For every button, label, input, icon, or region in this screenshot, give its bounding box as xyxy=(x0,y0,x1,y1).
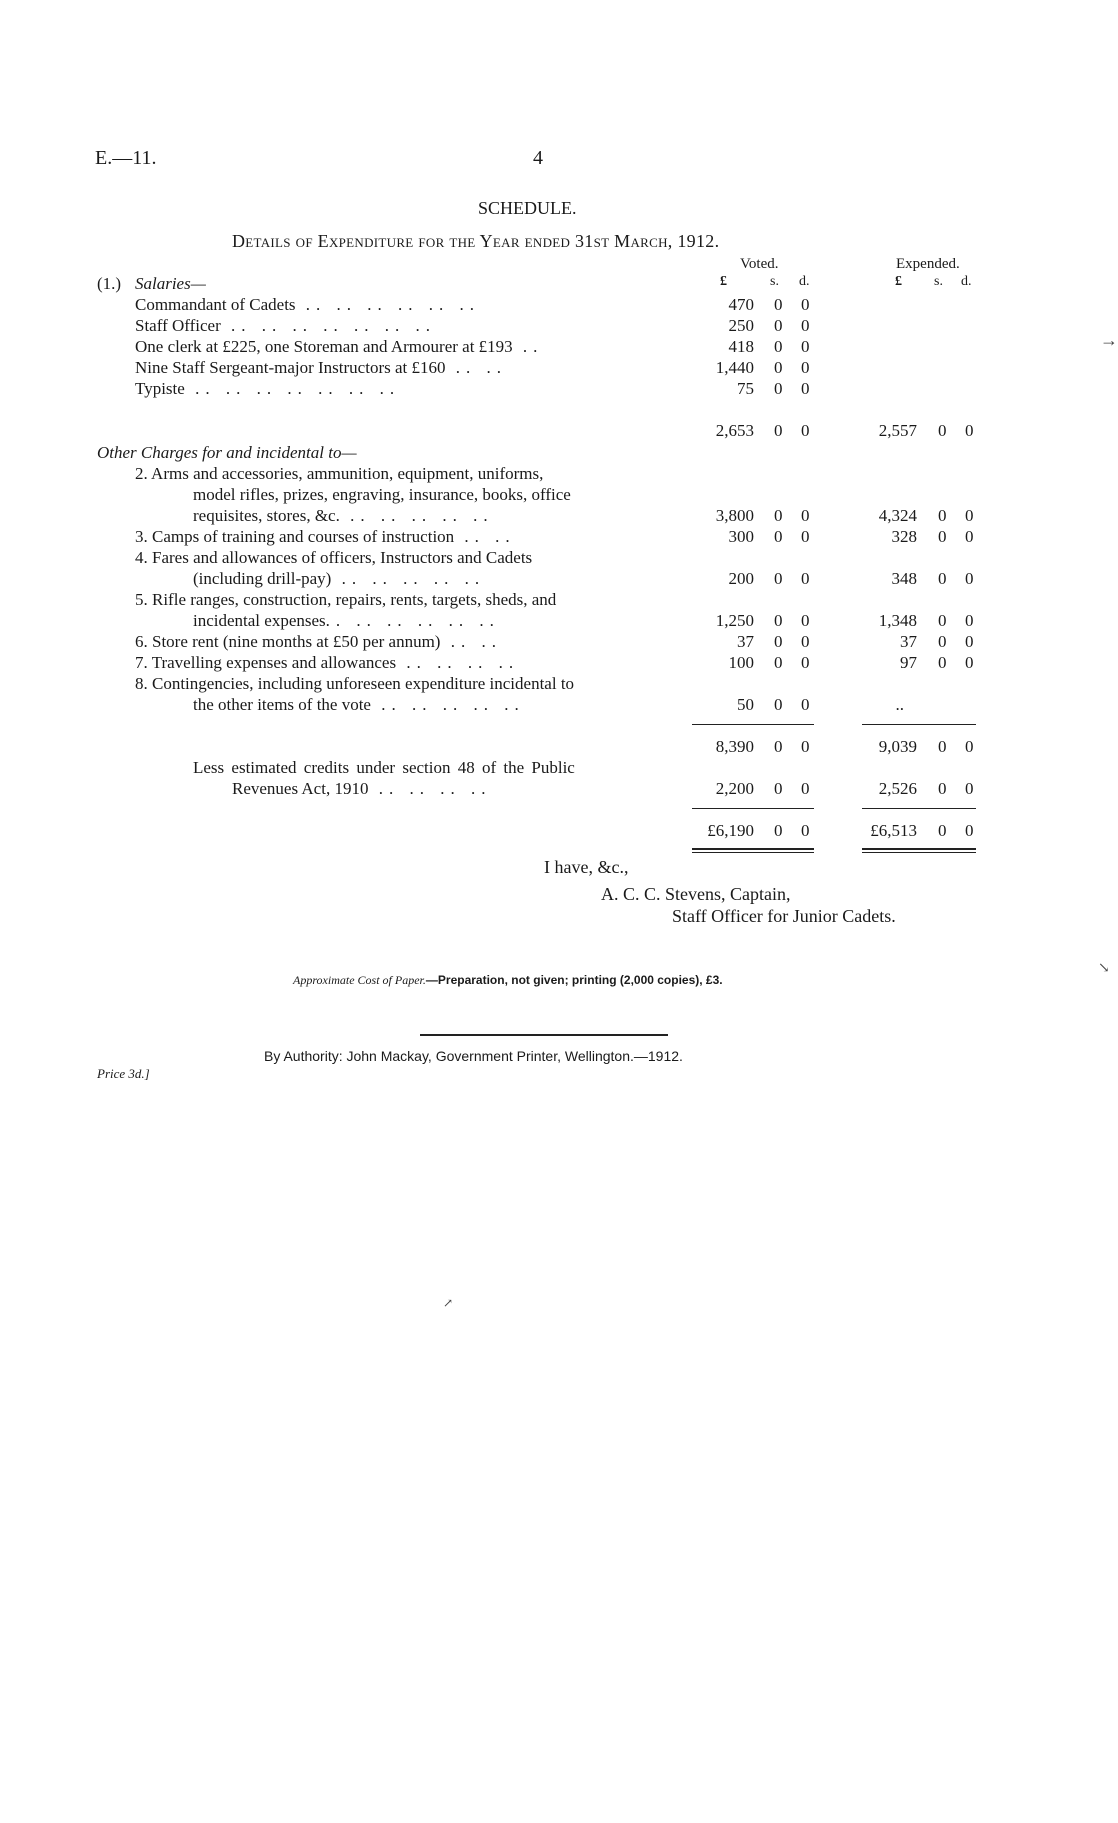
total-expended-s: 0 xyxy=(938,737,947,756)
net-double-rule-voted-1 xyxy=(692,848,814,850)
voted-pence: 0 xyxy=(801,653,810,672)
closing-salutation: I have, &c., xyxy=(544,857,629,877)
voted-amount: 37 xyxy=(737,632,754,651)
salaries-heading: Salaries— xyxy=(135,274,206,293)
voted-pence: 0 xyxy=(801,358,810,377)
expended-pound-header: £ xyxy=(895,274,902,289)
expended-shillings: 0 xyxy=(938,527,947,546)
schedule-subtitle: Details of Expenditure for the Year ended 31st March, 1912. xyxy=(232,231,720,251)
voted-pence: 0 xyxy=(801,695,810,714)
total-voted-s: 0 xyxy=(774,737,783,756)
voted-pence: 0 xyxy=(801,295,810,314)
salaries-subtotal-voted: 2,653 xyxy=(715,421,754,440)
credits-voted-s: 0 xyxy=(774,779,783,798)
list-item-continuation: requisites, stores, &c. .. .. .. .. .. xyxy=(193,506,494,525)
expended-pence: 0 xyxy=(965,569,974,588)
signatory-name: A. C. C. Stevens, Captain, xyxy=(601,884,791,904)
voted-amount: 3,800 xyxy=(715,506,754,525)
total-voted-d: 0 xyxy=(801,737,810,756)
expended-amount: 348 xyxy=(891,569,917,588)
total-rule-voted xyxy=(692,724,814,725)
voted-pence-header: d. xyxy=(799,274,810,289)
voted-shillings: 0 xyxy=(774,379,783,398)
voted-shillings: 0 xyxy=(774,337,783,356)
voted-shillings: 0 xyxy=(774,506,783,525)
voted-shillings: 0 xyxy=(774,632,783,651)
voted-shillings: 0 xyxy=(774,527,783,546)
expended-shillings: 0 xyxy=(938,569,947,588)
scan-mark: → xyxy=(1100,330,1118,350)
salaries-subtotal-voted-d: 0 xyxy=(801,421,810,440)
credits-expended-s: 0 xyxy=(938,779,947,798)
credits-label-continuation: Revenues Act, 1910 .. .. .. .. xyxy=(232,779,492,798)
voted-amount: 250 xyxy=(728,316,754,335)
voted-amount: 75 xyxy=(737,379,754,398)
net-expended: £6,513 xyxy=(870,821,917,840)
voted-shillings: 0 xyxy=(774,611,783,630)
voted-shilling-header: s. xyxy=(770,274,779,289)
expended-shillings: 0 xyxy=(938,611,947,630)
voted-amount: 1,250 xyxy=(715,611,754,630)
salaries-subtotal-expended: 2,557 xyxy=(878,421,917,440)
list-item: Commandant of Cadets .. .. .. .. .. .. xyxy=(135,295,481,314)
list-item-continuation: the other items of the vote .. .. .. .. .. xyxy=(193,695,525,714)
section-marker: (1.) xyxy=(97,274,122,293)
salaries-subtotal-expended-d: 0 xyxy=(965,421,974,440)
item-label: One clerk at £225, one Storeman and Armourer at £193 xyxy=(135,337,513,356)
net-voted-d: 0 xyxy=(801,821,810,840)
expended-amount: 97 xyxy=(900,653,917,672)
cost-note xyxy=(293,973,723,988)
voted-shillings: 0 xyxy=(774,569,783,588)
credits-expended: 2,526 xyxy=(878,779,917,798)
expended-amount: 37 xyxy=(900,632,917,651)
expended-pence: 0 xyxy=(965,653,974,672)
voted-amount: 300 xyxy=(728,527,754,546)
imprint-rule xyxy=(420,1034,668,1036)
scan-mark: ↗ xyxy=(443,1296,454,1310)
item-label: Staff Officer xyxy=(135,316,221,335)
total-rule-expended xyxy=(862,724,976,725)
voted-pence: 0 xyxy=(801,569,810,588)
expended-pence: 0 xyxy=(965,611,974,630)
cost-note-text: —Preparation, not given; printing (2,000 copies), £3. xyxy=(425,973,723,987)
voted-shillings: 0 xyxy=(774,358,783,377)
item-label: Commandant of Cadets xyxy=(135,295,296,314)
net-double-rule-expended-1 xyxy=(862,848,976,850)
voted-pence: 0 xyxy=(801,506,810,525)
salaries-subtotal-expended-s: 0 xyxy=(938,421,947,440)
list-item: 8. Contingencies, including unforeseen expenditure incidental to xyxy=(135,674,575,693)
net-double-rule-voted-2 xyxy=(692,852,814,853)
voted-amount: 50 xyxy=(737,695,754,714)
total-voted: 8,390 xyxy=(715,737,754,756)
signatory-title: Staff Officer for Junior Cadets. xyxy=(672,906,896,926)
expended-shillings: 0 xyxy=(938,653,947,672)
voted-amount: 1,440 xyxy=(715,358,754,377)
schedule-title: SCHEDULE. xyxy=(478,198,577,218)
voted-amount: 418 xyxy=(728,337,754,356)
voted-shillings: 0 xyxy=(774,316,783,335)
page-number: 4 xyxy=(533,147,543,169)
net-rule-expended xyxy=(862,808,976,809)
voted-shillings: 0 xyxy=(774,295,783,314)
list-item: 7. Travelling expenses and allowances .. .. .. .. xyxy=(135,653,520,672)
credits-label: Less estimated credits under section 48 of the Public xyxy=(193,758,575,777)
net-voted-s: 0 xyxy=(774,821,783,840)
voted-pence: 0 xyxy=(801,527,810,546)
list-item: Staff Officer .. .. .. .. .. .. .. xyxy=(135,316,437,335)
voted-pence: 0 xyxy=(801,337,810,356)
total-expended-d: 0 xyxy=(965,737,974,756)
list-item-continuation: incidental expenses.. .. .. .. .. .. xyxy=(193,611,500,630)
voted-pence: 0 xyxy=(801,316,810,335)
item-label: Nine Staff Sergeant-major Instructors at £160 xyxy=(135,358,446,377)
credits-voted: 2,200 xyxy=(715,779,754,798)
voted-pence: 0 xyxy=(801,632,810,651)
expended-pence: 0 xyxy=(965,632,974,651)
total-expended: 9,039 xyxy=(878,737,917,756)
cost-note-label: Approximate Cost of Paper. xyxy=(293,973,426,987)
list-item: Nine Staff Sergeant-major Instructors at £160 .. .. xyxy=(135,358,507,377)
voted-amount: 470 xyxy=(728,295,754,314)
voted-amount: 200 xyxy=(728,569,754,588)
expended-amount: 1,348 xyxy=(878,611,917,630)
credits-expended-d: 0 xyxy=(965,779,974,798)
expended-amount: 328 xyxy=(891,527,917,546)
list-item: 5. Rifle ranges, construction, repairs, rents, targets, sheds, and xyxy=(135,590,557,609)
expended-header: Expended. xyxy=(896,256,960,272)
list-item: 4. Fares and allowances of officers, Instructors and Cadets xyxy=(135,548,533,567)
printer-imprint: By Authority: John Mackay, Government Printer, Wellington.—1912. xyxy=(264,1048,683,1064)
list-item-continuation: model rifles, prizes, engraving, insurance, books, office xyxy=(193,485,571,504)
list-item: Typiste .. .. .. .. .. .. .. xyxy=(135,379,401,398)
expended-shilling-header: s. xyxy=(934,274,943,289)
other-charges-heading: Other Charges for and incidental to— xyxy=(97,443,357,462)
list-item: 3. Camps of training and courses of instruction .. .. xyxy=(135,527,516,546)
net-voted: £6,190 xyxy=(707,821,754,840)
expended-amount: 4,324 xyxy=(878,506,917,525)
voted-header: Voted. xyxy=(740,256,779,272)
voted-pence: 0 xyxy=(801,611,810,630)
expended-pence: 0 xyxy=(965,506,974,525)
price-note: Price 3d.] xyxy=(97,1066,150,1081)
expended-amount: .. xyxy=(895,695,904,714)
list-item: 6. Store rent (nine months at £50 per annum) .. .. xyxy=(135,632,502,651)
list-item: One clerk at £225, one Storeman and Armourer at £193 .. xyxy=(135,337,544,356)
voted-pound-header: £ xyxy=(720,274,727,289)
voted-shillings: 0 xyxy=(774,653,783,672)
list-item: 2. Arms and accessories, ammunition, equipment, uniforms, xyxy=(135,464,544,483)
net-rule-voted xyxy=(692,808,814,809)
item-label: Typiste xyxy=(135,379,185,398)
salaries-subtotal-voted-s: 0 xyxy=(774,421,783,440)
expended-shillings: 0 xyxy=(938,632,947,651)
scan-mark: ↘ xyxy=(1098,961,1110,976)
list-item-continuation: (including drill-pay) .. .. .. .. .. xyxy=(193,569,486,588)
expended-pence-header: d. xyxy=(961,274,972,289)
expended-pence: 0 xyxy=(965,527,974,546)
voted-shillings: 0 xyxy=(774,695,783,714)
document-reference: E.—11. xyxy=(95,147,157,169)
voted-amount: 100 xyxy=(728,653,754,672)
net-expended-d: 0 xyxy=(965,821,974,840)
expended-shillings: 0 xyxy=(938,506,947,525)
credits-voted-d: 0 xyxy=(801,779,810,798)
net-double-rule-expended-2 xyxy=(862,852,976,853)
voted-pence: 0 xyxy=(801,379,810,398)
net-expended-s: 0 xyxy=(938,821,947,840)
